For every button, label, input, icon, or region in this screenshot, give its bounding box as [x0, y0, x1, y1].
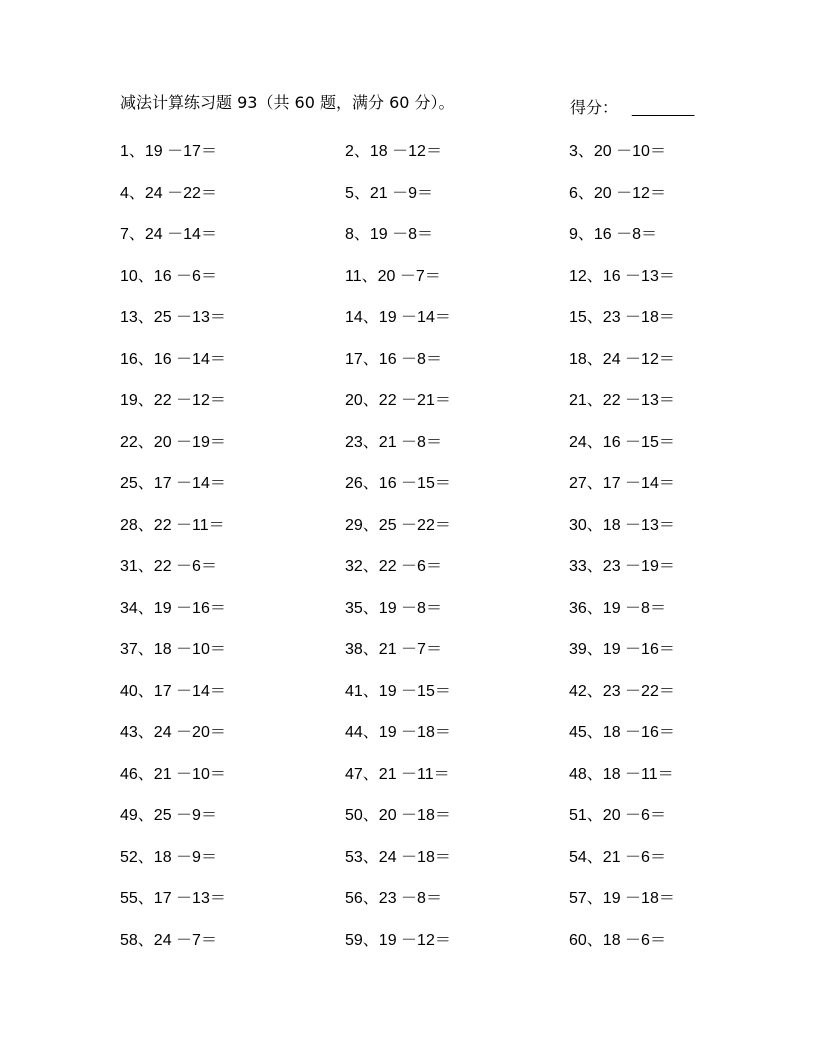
problem-item: 51、20 －6＝ — [569, 807, 666, 824]
problem-item: 53、24 －18＝ — [345, 848, 451, 866]
problem-item: 12、16 －13＝ — [569, 267, 675, 285]
problem-row — [120, 885, 720, 907]
problem-row — [120, 138, 720, 160]
problem-item: 15、23 －18＝ — [569, 309, 675, 326]
problem-item: 33、23 －19＝ — [569, 558, 675, 575]
problem-item: 47、21 －11＝ — [345, 765, 450, 783]
problem-item: 44、19 －18＝ — [345, 724, 451, 741]
problem-item: 34、19 －16＝ — [120, 599, 226, 617]
problem-item: 49、25 －9＝ — [120, 807, 217, 824]
problem-item: 8、19 －8＝ — [345, 226, 434, 243]
problem-item: 31、22 －6＝ — [120, 558, 217, 575]
problem-row — [120, 346, 720, 368]
problem-item: 54、21 －6＝ — [569, 848, 666, 866]
problem-item: 25、17 －14＝ — [120, 475, 226, 492]
problem-item: 36、19 －8＝ — [569, 599, 666, 617]
problem-item: 27、17 －14＝ — [569, 475, 675, 492]
problem-item: 45、18 －16＝ — [569, 724, 675, 741]
problem-item: 26、16 －15＝ — [345, 475, 451, 492]
problem-item: 40、17 －14＝ — [120, 682, 226, 700]
problem-row — [120, 263, 720, 285]
problem-item: 29、25 －22＝ — [345, 516, 451, 534]
problem-item: 10、16 －6＝ — [120, 267, 217, 285]
problem-row — [120, 678, 720, 700]
problem-item: 56、23 －8＝ — [345, 890, 442, 907]
problem-item: 42、23 －22＝ — [569, 682, 675, 700]
problem-row — [120, 470, 720, 492]
problem-item: 14、19 －14＝ — [345, 309, 451, 326]
problem-row — [120, 844, 720, 866]
problem-item: 30、18 －13＝ — [569, 516, 675, 534]
problem-item: 59、19 －12＝ — [345, 931, 451, 949]
problem-row — [120, 180, 720, 202]
problem-item: 41、19 －15＝ — [345, 682, 451, 700]
problem-item: 35、19 －8＝ — [345, 599, 442, 617]
problem-item: 16、16 －14＝ — [120, 350, 226, 368]
problem-row — [120, 761, 720, 783]
worksheet-title: 减法计算练习题 93（共 60 题，满分 60 分）。 — [120, 93, 455, 112]
problem-item: 21、22 －13＝ — [569, 392, 675, 409]
problem-row — [120, 387, 720, 409]
problem-row — [120, 512, 720, 534]
problem-item: 17、16 －8＝ — [345, 350, 442, 368]
problem-item: 4、24 －22＝ — [120, 184, 217, 202]
problem-item: 3、20 －10＝ — [569, 143, 666, 160]
problem-row — [120, 927, 720, 949]
problem-item: 48、18 －11＝ — [569, 765, 674, 783]
score-blank: _______ — [632, 100, 695, 117]
problem-row — [120, 221, 720, 243]
problem-item: 13、25 －13＝ — [120, 309, 226, 326]
problem-item: 46、21 －10＝ — [120, 765, 226, 783]
problem-item: 22、20 －19＝ — [120, 433, 226, 451]
problem-item: 5、21 －9＝ — [345, 184, 434, 202]
problem-item: 18、24 －12＝ — [569, 350, 675, 368]
problem-item: 57、19 －18＝ — [569, 890, 675, 907]
problem-item: 60、18 －6＝ — [569, 931, 666, 949]
problem-item: 20、22 －21＝ — [345, 392, 451, 409]
problem-item: 28、22 －11＝ — [120, 516, 225, 534]
problem-item: 11、20 －7＝ — [345, 267, 441, 285]
problem-item: 1、19 －17＝ — [120, 143, 217, 160]
problem-item: 9、16 －8＝ — [569, 226, 658, 243]
problem-row — [120, 553, 720, 575]
problem-item: 39、19 －16＝ — [569, 641, 675, 658]
problem-row — [120, 595, 720, 617]
problem-item: 23、21 －8＝ — [345, 433, 442, 451]
problem-item: 55、17 －13＝ — [120, 890, 226, 907]
problem-row — [120, 636, 720, 658]
problem-row — [120, 719, 720, 741]
problem-item: 24、16 －15＝ — [569, 433, 675, 451]
problem-row — [120, 429, 720, 451]
problem-item: 52、18 －9＝ — [120, 848, 217, 866]
score-label: 得分： — [570, 98, 619, 117]
score-field — [570, 95, 694, 118]
problem-item: 19、22 －12＝ — [120, 392, 226, 409]
problem-row — [120, 304, 720, 326]
problem-item: 50、20 －18＝ — [345, 807, 451, 824]
problem-item: 43、24 －20＝ — [120, 724, 226, 741]
problem-item: 6、20 －12＝ — [569, 184, 666, 202]
problem-item: 37、18 －10＝ — [120, 641, 226, 658]
problem-item: 38、21 －7＝ — [345, 641, 442, 658]
problem-item: 32、22 －6＝ — [345, 558, 442, 575]
problem-item: 2、18 －12＝ — [345, 143, 442, 160]
problem-item: 58、24 －7＝ — [120, 931, 217, 949]
problem-item: 7、24 －14＝ — [120, 226, 217, 243]
problem-row — [120, 802, 720, 824]
